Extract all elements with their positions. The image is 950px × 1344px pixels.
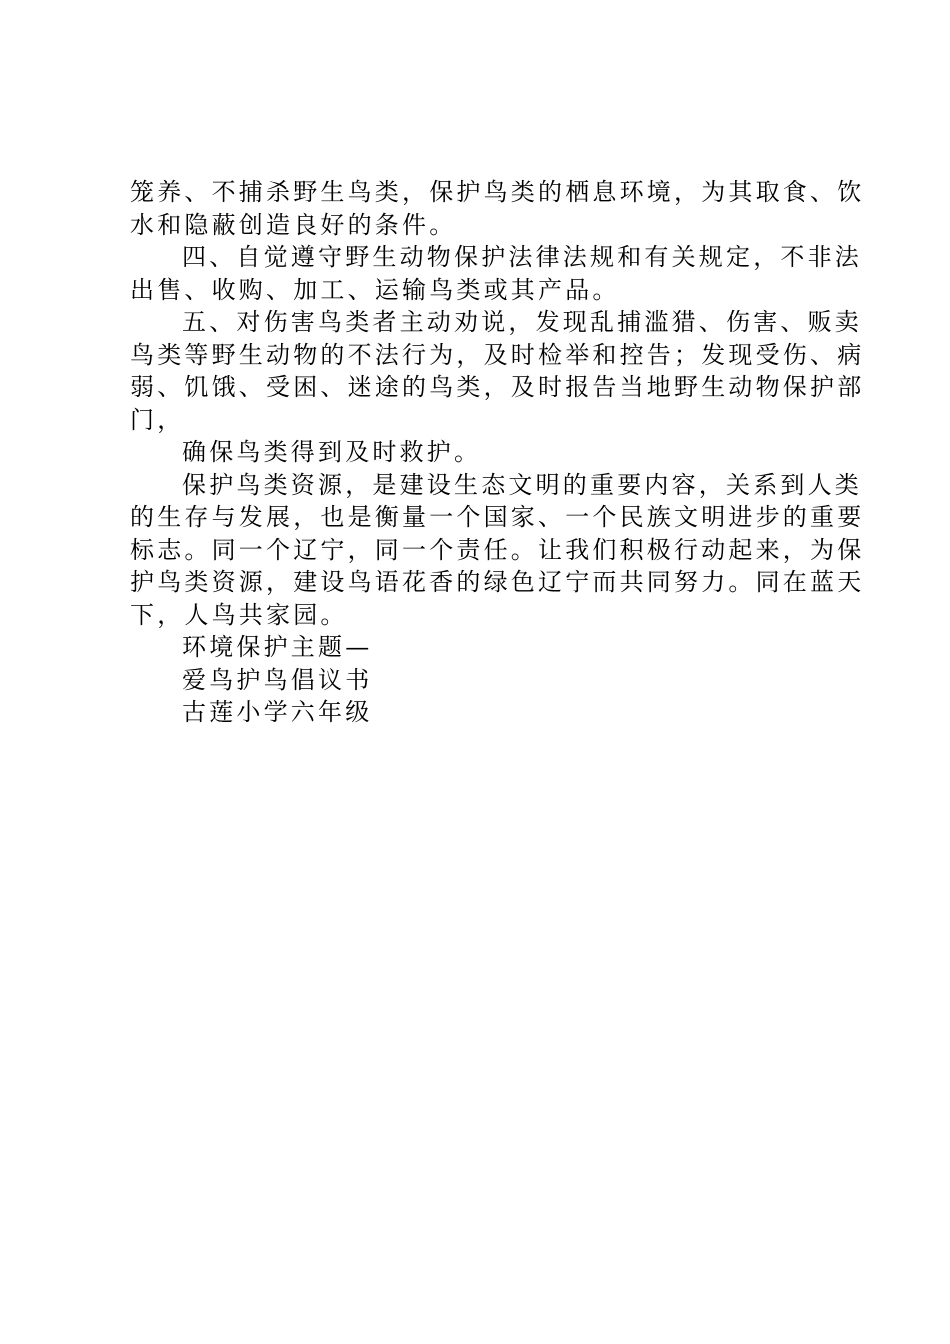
text-line: 鸟类等野生动物的不法行为，及时检举和控告；发现受伤、病 bbox=[130, 340, 865, 369]
text-line: 门， bbox=[130, 405, 185, 434]
text-line: 的生存与发展，也是衡量一个国家、一个民族文明进步的重要 bbox=[130, 503, 865, 531]
paragraph-intro-continuation bbox=[130, 176, 865, 241]
signature-title: 爱鸟护鸟倡议书 bbox=[182, 665, 373, 694]
text-line: 下，人鸟共家园。 bbox=[130, 600, 348, 629]
text-line: 出售、收购、加工、运输鸟类或其产品。 bbox=[130, 275, 620, 304]
paragraph-item-four bbox=[130, 241, 862, 306]
text-line: 标志。同一个辽宁，同一个责任。让我们积极行动起来，为保 bbox=[130, 535, 865, 564]
text-line: 弱、饥饿、受困、迷途的鸟类，及时报告当地野生动物保护部 bbox=[130, 373, 865, 401]
signature-block bbox=[130, 631, 830, 729]
text-line: 四、自觉遵守野生动物保护法律法规和有关规定，不非法 bbox=[182, 243, 862, 271]
paragraph-item-five bbox=[130, 306, 865, 436]
signature-theme: 环境保护主题— bbox=[182, 633, 373, 661]
text-line: 护鸟类资源，建设鸟语花香的绿色辽宁而共同努力。同在蓝天 bbox=[130, 568, 865, 596]
text-line: 水和隐蔽创造良好的条件。 bbox=[130, 210, 457, 239]
text-line: 保护鸟类资源，是建设生态文明的重要内容，关系到人类 bbox=[182, 470, 862, 499]
text-line: 五、对伤害鸟类者主动劝说，发现乱捕滥猎、伤害、贩卖 bbox=[182, 308, 862, 336]
paragraph-closing bbox=[130, 469, 865, 632]
document-body bbox=[130, 176, 865, 729]
text-line: 笼养、不捕杀野生鸟类，保护鸟类的栖息环境，为其取食、饮 bbox=[130, 178, 865, 206]
signature-author: 古莲小学六年级 bbox=[182, 698, 373, 726]
paragraph-rescue bbox=[130, 436, 830, 469]
text-line: 确保鸟类得到及时救护。 bbox=[182, 438, 482, 466]
